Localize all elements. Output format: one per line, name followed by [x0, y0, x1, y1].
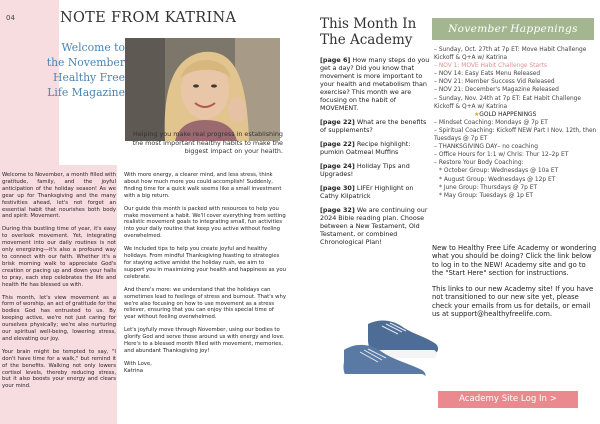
- list-item: [320, 184, 430, 200]
- page-ref: [page 24]: [320, 162, 355, 170]
- academy-page-list: [320, 56, 430, 252]
- page-ref: [page 6]: [320, 56, 351, 64]
- page-ref: [page 22]: [320, 118, 355, 126]
- welcome-heading: Welcome to the November Healthy Free Life Magazine: [46, 41, 125, 99]
- list-item: [320, 140, 430, 156]
- page-desc: Holiday Tips and Upgrades!: [320, 162, 410, 178]
- list-item: [320, 56, 430, 112]
- gold-happenings-heading: [434, 111, 598, 119]
- event-subitem: * June Group: Thursdays @ 7p ET: [439, 184, 538, 191]
- invite-paragraph: This links to our new Academy site! If you have not transitioned to our new site yet, please check your emails from us for details, or email us at support@healthyfreelife.com.: [432, 285, 594, 319]
- letter-paragraph: And there's more: we understand that the holidays can sometimes lead to feelings of stress and burnout. That's why we're also focusing on how to use movement as a stress reliever, ensuring that you can enjoy this special time of year without feeling overwhelmed.: [124, 286, 286, 321]
- event-item: – Sunday, Nov. 24th at 7p ET: Eat Habit Challenge Kickoff & Q+A w/ Katrina: [434, 95, 582, 110]
- letter-paragraph: With more energy, a clearer mind, and less stress, think about how much more you could accomplish! Suddenly, finding time for a quick walk seems like a small investment with a big return.: [124, 172, 282, 199]
- event-subitem: * May Group: Tuesdays @ 1p ET: [439, 192, 534, 199]
- tagline: Helping you make real progress in establishing the most important healthy habits to make the biggest impact on your health.: [132, 130, 283, 156]
- page-desc: We are continuing our 2024 Bible reading plan. Choose between a New Testament, Old Testament, or combined Chronological Plan!: [320, 206, 428, 246]
- happenings-list: [434, 46, 598, 200]
- sneakers-image: [338, 310, 442, 390]
- event-subitem: * October Group: Wednesdays @ 10a ET: [439, 168, 559, 175]
- letter-paragraph: Your brain might be tempted to say, "I don't have time for a walk," but remind it of the benefits. Walking not only lowers cortisol levels, thereby reducing stress, but it also boosts your energy and clears your mind.: [2, 348, 116, 390]
- list-item: [320, 162, 430, 178]
- event-item: – Office Hours for 1:1 w/ Chris: Thur 12–2p ET: [434, 152, 569, 159]
- page-desc: How many steps do you get a day? Did you know that movement is more important to your health and metabolism than exercise? This month we are focusing on the habit of MOVEMENT.: [320, 56, 430, 112]
- academy-login-button[interactable]: Academy Site Log In >: [438, 391, 578, 408]
- letter-left-column: [2, 172, 116, 396]
- page-desc: LIFEr Highlight on Cathy Kilpatrick: [320, 184, 414, 200]
- academy-invite: [432, 244, 598, 326]
- page-desc: What are the benefits of supplements?: [320, 118, 427, 134]
- event-item: – Mindset Coaching: Mondays @ 7p ET: [434, 119, 548, 126]
- letter-paragraph: Our guide this month is packed with resources to help you make movement a habit. We'll cover everything from setting realistic movement goals to integrating small, fun activities into your daily routine that keep you active without feeling overwhelmed.: [124, 205, 286, 240]
- note-title: NOTE FROM KATRINA: [60, 10, 237, 26]
- page-number: 04: [6, 14, 15, 22]
- letter-paragraph: Welcome to November, a month filled with gratitude, family, and the joyful anticipation of the holiday season! As we gear up for Thanksgiving and the many festivities ahead, let's not forget an essential habit that nourishes both body and spirit: Movement.: [2, 172, 116, 220]
- list-item: [320, 118, 430, 134]
- letter-signoff: With Love, Katrina: [124, 360, 152, 374]
- page-ref: [page 30]: [320, 184, 355, 192]
- invite-paragraph: New to Healthy Free Life Academy or wondering what you should be doing? Click the link below to log in to the NEW! Academy site and go to the "Start Here" section for instructions.: [432, 244, 597, 277]
- page-desc: Recipe highlight: pumkin Oatmeal Muffins: [320, 140, 411, 156]
- event-item: – NOV 21: December's Magazine Released: [434, 87, 559, 94]
- event-subitem: * August Group: Wednesdays @ 12p ET: [439, 176, 556, 183]
- event-item: – NOV 21: Member Success Vid Released: [434, 79, 555, 86]
- portrait-illustration: [125, 38, 280, 141]
- event-item: – NOV 14: Easy Eats Menu Released: [434, 71, 541, 78]
- event-item-highlight: – NOV 1: MOVE Habit Challenge Starts: [434, 63, 547, 70]
- katrina-photo: [125, 38, 280, 141]
- event-item: – THANKSGIVING DAY– no coaching: [434, 144, 538, 151]
- star-icon: ★: [474, 111, 480, 118]
- list-item: [320, 206, 430, 246]
- letter-paragraph: Let's joyfully move through November, using our bodies to glorify God and serve those around us with energy and love. Here's to a blessed month filled with movement, memories, and abundant Thanksgiving joy!: [124, 327, 285, 354]
- event-item: – Spiritual Coaching: Kickoff NEW Part I Nov. 12th, then Tuesdays @ 7p ET: [434, 127, 597, 143]
- event-item: – Sunday, Oct. 27th at 7p ET: Move Habit Challenge Kickoff & Q+A w/ Katrina: [434, 47, 587, 62]
- happenings-header: November Happenings: [432, 18, 594, 40]
- gold-heading-label: GOLD HAPPENINGS: [479, 111, 537, 118]
- letter-paragraph: We included tips to help you create joyful and healthy holidays. From mindful Thanksgiving feasting to strategies for staying active amidst the holiday rush, we aim to support you in maximizing your health and happiness as you celebrate.: [124, 246, 286, 280]
- academy-title: This Month In The Academy: [320, 16, 417, 48]
- letter-paragraph: This month, let's view movement as a form of worship, an act of gratitude for the bodies God has entrusted to us. By keeping active, we're not just caring for ourselves physically; we're also nurturing our spiritual well-being, lowering stress, and elevating our joy.: [2, 294, 116, 342]
- page-ref: [page 22]: [320, 140, 355, 148]
- page-ref: [page 32]: [320, 206, 355, 214]
- letter-middle-column: [124, 172, 286, 381]
- letter-paragraph: During this bustling time of year, it's easy to overlook movement. Yet, integrating movement into our daily routines is not only energizing—it's also a profound way to connect with our faith. Whether it's a brisk morning walk to appreciate God's creation or pacing up and down your halls to pray, each step celebrates the life and health He has blessed us with.: [2, 226, 116, 288]
- event-item: – Restore Your Body Coaching:: [434, 160, 524, 167]
